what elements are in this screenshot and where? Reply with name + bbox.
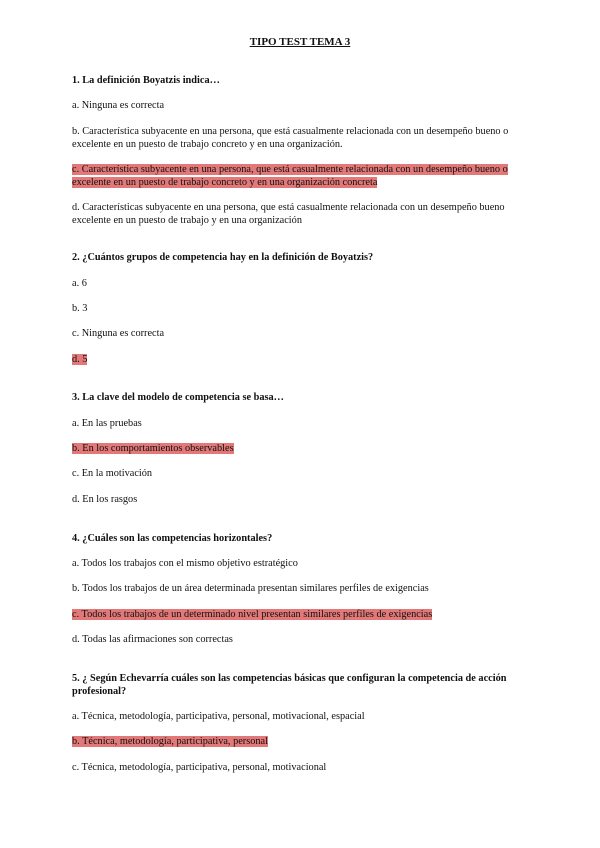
q5-correct-answer: b. Técnica, metodología, participativa, personal [72, 736, 268, 747]
q4-correct-answer: c. Todos los trabajos de un determinado nivel presentan similares perfiles de exigencias [72, 609, 433, 620]
q3-option-c: c. En la motivación [72, 468, 153, 479]
q1-option-a: a. Ninguna es correcta [72, 100, 165, 111]
q2-option-c: c. Ninguna es correcta [72, 328, 165, 339]
q1-correct-answer: c. Característica subyacente en una persona, que está casualmente relacionada con un desempeño bueno o excelente en un puesto de trabajo concreto y en una organización concreta [72, 164, 508, 188]
question-4: 4. ¿Cuáles son las competencias horizontales? [72, 533, 273, 544]
q4-option-c [72, 608, 542, 621]
q1-option-c [72, 163, 542, 189]
q3-option-d: d. En los rasgos [72, 494, 138, 505]
q4-option-d: d. Todas las afirmaciones son correctas [72, 634, 233, 645]
q1-option-b: b. Característica subyacente en una persona, que está casualmente relacionada con un desempeño bueno o excelente en un puesto de trabajo concreto y en una organización. [72, 126, 509, 150]
q3-option-b [72, 442, 542, 455]
question-1: 1. La definición Boyatzis indica… [72, 75, 220, 86]
q3-option-a: a. En las pruebas [72, 418, 142, 429]
q1-option-d: d. Características subyacente en una persona, que está casualmente relacionada con un desempeño bueno excelente en un puesto de trabajo y en una organización [72, 202, 505, 226]
q2-correct-answer: d. 5 [72, 354, 88, 365]
q5-option-b [72, 735, 542, 748]
q3-correct-answer: b. En los comportamientos observables [72, 443, 234, 454]
q2-option-d [72, 353, 542, 366]
q2-option-b: b. 3 [72, 303, 88, 314]
q4-option-a: a. Todos los trabajos con el mismo objetivo estratégico [72, 558, 298, 569]
q5-option-c: c. Técnica, metodología, participativa, personal, motivacional [72, 762, 327, 773]
q5-option-a: a. Técnica, metodología, participativa, personal, motivacional, espacial [72, 711, 365, 722]
q4-option-b: b. Todos los trabajos de un área determinada presentan similares perfiles de exigencias [72, 583, 429, 594]
document-title: TIPO TEST TEMA 3 [249, 36, 351, 48]
question-5: 5. ¿ Según Echevarría cuáles son las competencias básicas que configuran la competencia de acción profesional? [72, 673, 507, 697]
question-3: 3. La clave del modelo de competencia se basa… [72, 392, 284, 403]
question-2: 2. ¿Cuántos grupos de competencia hay en la definición de Boyatzis? [72, 252, 374, 263]
q2-option-a: a. 6 [72, 278, 87, 289]
